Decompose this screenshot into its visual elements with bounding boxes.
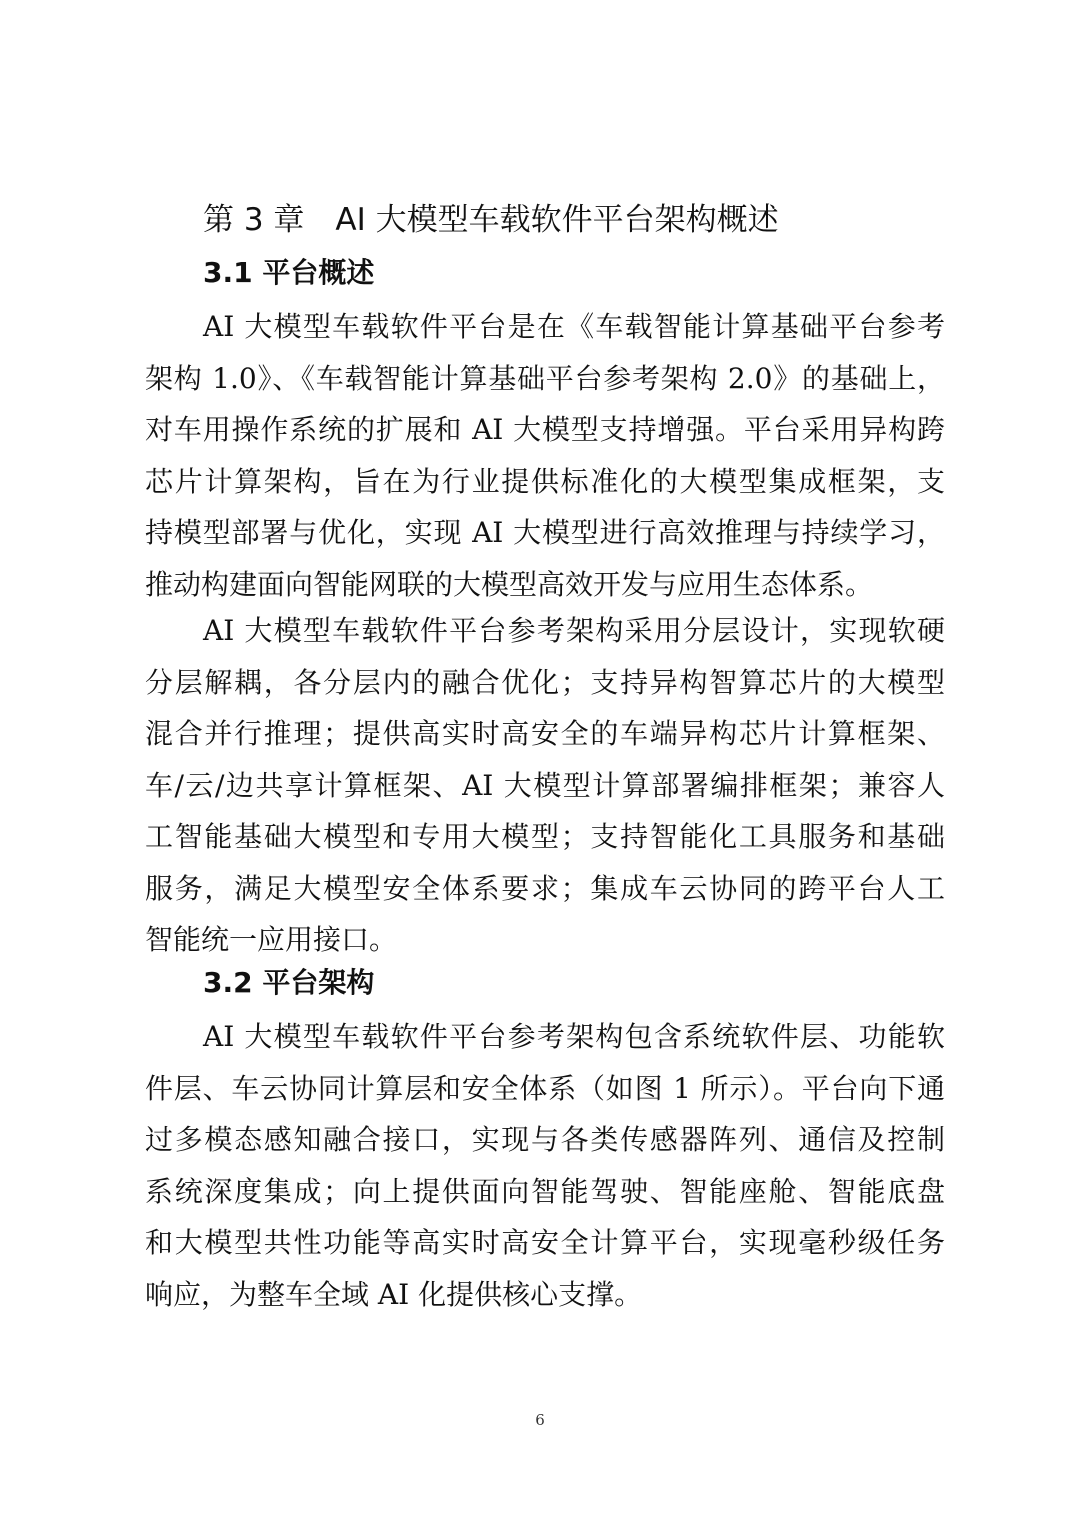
paragraph-line: AI 大模型车载软件平台参考架构包含系统软件层、功能软 (203, 1020, 945, 1053)
page-number: 6 (535, 1411, 545, 1429)
paragraph-line: 车/云/边共享计算框架、AI 大模型计算部署编排框架；兼容人 (145, 768, 945, 802)
paragraph-line: 响应，为整车全域 AI 化提供核心支撑。 (145, 1277, 643, 1311)
chapter-title: 第 3 章 AI 大模型车载软件平台架构概述 (203, 202, 779, 238)
paragraph-line: AI 大模型车载软件平台参考架构采用分层设计，实现软硬 (203, 614, 945, 647)
paragraph-3-2-1 (145, 1011, 945, 1320)
paragraph-line: 智能统一应用接口。 (145, 923, 398, 956)
paragraph-3-1-1 (145, 301, 945, 610)
paragraph-line: 服务，满足大模型安全体系要求；集成车云协同的跨平台人工 (145, 871, 945, 905)
paragraph-line: 持模型部署与优化，实现 AI 大模型进行高效推理与持续学习， (145, 516, 945, 549)
paragraph-3-1-2 (145, 605, 945, 966)
paragraph-line: 分层解耦，各分层内的融合优化；支持异构智算芯片的大模型 (145, 665, 945, 699)
paragraph-line: 件层、车云协同计算层和安全体系（如图 1 所示）。平台向下通 (145, 1071, 945, 1105)
paragraph-line: 过多模态感知融合接口，实现与各类传感器阵列、通信及控制 (145, 1123, 945, 1156)
paragraph-line: 芯片计算架构，旨在为行业提供标准化的大模型集成框架，支 (145, 464, 945, 498)
paragraph-line: 对车用操作系统的扩展和 AI 大模型支持增强。平台采用异构跨 (145, 413, 945, 446)
section-heading-3-1: 3.1 平台概述 (203, 256, 375, 289)
paragraph-line: 和大模型共性功能等高实时高安全计算平台，实现毫秒级任务 (145, 1226, 945, 1259)
section-heading-3-2: 3.2 平台架构 (203, 966, 375, 999)
paragraph-line: 架构 1.0》、《车载智能计算基础平台参考架构 2.0》的基础上， (145, 361, 945, 395)
paragraph-line: AI 大模型车载软件平台是在《车载智能计算基础平台参考 (203, 310, 945, 343)
paragraph-line: 推动构建面向智能网联的大模型高效开发与应用生态体系。 (145, 567, 874, 601)
paragraph-line: 系统深度集成；向上提供面向智能驾驶、智能座舱、智能底盘 (145, 1174, 945, 1208)
paragraph-line: 工智能基础大模型和专用大模型；支持智能化工具服务和基础 (145, 820, 945, 853)
paragraph-line: 混合并行推理；提供高实时高安全的车端异构芯片计算框架、 (145, 717, 945, 750)
